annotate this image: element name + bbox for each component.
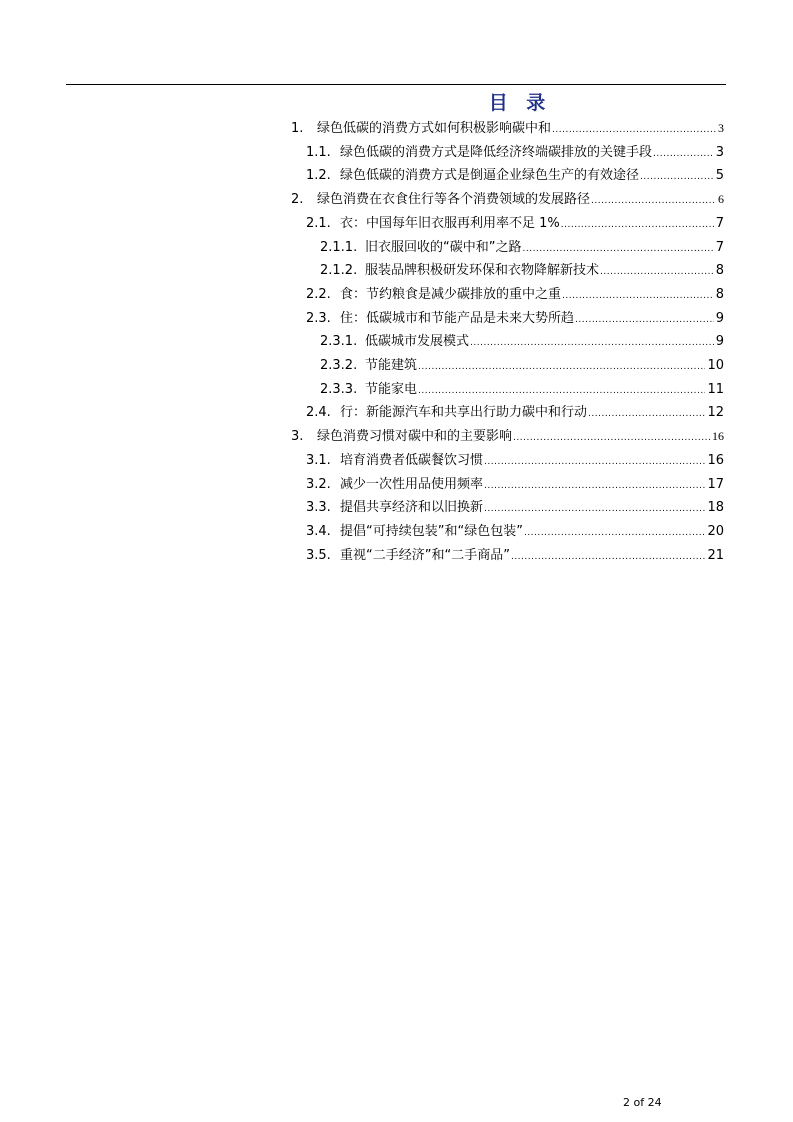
toc-entry-title: 低碳城市发展模式 xyxy=(365,334,470,350)
toc-entry[interactable] xyxy=(291,117,724,140)
toc-leader-dots xyxy=(552,119,716,142)
toc-entry-number: 1.1. xyxy=(306,144,331,160)
toc-entry-title: 旧衣服回收的“碳中和”之路 xyxy=(365,239,522,255)
page-indicator: 2 of 24 xyxy=(623,1096,662,1109)
toc-entry[interactable] xyxy=(306,520,724,543)
toc-entry-title: 重视“二手经济”和“二手商品” xyxy=(340,547,510,563)
toc-entry-title: 绿色低碳的消费方式如何积极影响碳中和 xyxy=(317,121,552,136)
toc-entry[interactable] xyxy=(306,401,724,424)
toc-entry-page: 8 xyxy=(715,286,724,302)
toc-entry-page: 20 xyxy=(707,523,724,539)
toc-entry-title: 行：新能源汽车和共享出行助力碳中和行动 xyxy=(340,405,588,421)
header-rule xyxy=(66,84,726,85)
toc-entry-page: 10 xyxy=(707,358,724,373)
toc-leader-dots xyxy=(484,498,705,521)
toc-entry-number: 2.2. xyxy=(306,286,331,302)
toc-entry-number: 2.3.1. xyxy=(320,334,358,350)
toc-leader-dots xyxy=(522,238,713,261)
toc-entry[interactable] xyxy=(306,212,724,235)
toc-entry[interactable] xyxy=(306,141,724,164)
toc-entry-title: 食：节约粮食是减少碳排放的重中之重 xyxy=(340,286,562,302)
toc-entry[interactable] xyxy=(306,449,724,472)
toc-leader-dots xyxy=(511,546,706,569)
toc-entry-title: 减少一次性用品使用频率 xyxy=(340,476,484,492)
toc-entry-page: 18 xyxy=(707,500,724,516)
toc-entry-title: 培育消费者低碳餐饮习惯 xyxy=(340,452,484,468)
toc-entry-number: 2.3.3. xyxy=(320,381,358,397)
toc-entry-number: 2.1.2. xyxy=(320,263,358,279)
toc-entry-number: 3.1. xyxy=(306,452,331,468)
toc-leader-dots xyxy=(653,143,714,166)
toc-entry[interactable] xyxy=(320,330,724,353)
toc-entry-number: 2.1.1. xyxy=(320,239,358,255)
toc-leader-dots xyxy=(524,522,706,545)
toc-entry[interactable] xyxy=(306,496,724,519)
toc-entry[interactable] xyxy=(306,307,724,330)
toc-entry-page: 11 xyxy=(707,381,724,397)
toc-entry-page: 16 xyxy=(712,429,724,444)
toc-entry-number: 2.3.2. xyxy=(320,358,358,373)
toc-entry-number: 2. xyxy=(291,192,304,208)
toc-entry-page: 9 xyxy=(715,334,724,350)
toc-leader-dots xyxy=(588,403,705,426)
toc-entry-page: 16 xyxy=(707,452,724,468)
toc-leader-dots xyxy=(600,261,714,284)
toc-entry-number: 1.2. xyxy=(306,168,331,184)
toc-entry-title: 节能家电 xyxy=(365,381,418,397)
toc-entry-page: 8 xyxy=(715,263,724,279)
toc-entry-title: 节能建筑 xyxy=(365,358,418,373)
toc-entry-page: 17 xyxy=(707,476,724,492)
toc-entry-title: 住：低碳城市和节能产品是未来大势所趋 xyxy=(340,310,575,326)
toc-entry-number: 2.4. xyxy=(306,405,331,421)
toc-entry-number: 2.3. xyxy=(306,310,331,326)
toc-entry-page: 5 xyxy=(715,168,724,184)
toc-leader-dots xyxy=(591,190,716,213)
toc-entry[interactable] xyxy=(320,259,724,282)
toc-entry[interactable] xyxy=(291,425,724,448)
toc-entry-title: 衣：中国每年旧衣服再利用率不足 1% xyxy=(340,215,560,231)
toc-entry[interactable] xyxy=(320,354,724,377)
toc-entry-number: 2.1. xyxy=(306,215,331,231)
toc-entry[interactable] xyxy=(291,188,724,211)
toc-leader-dots xyxy=(484,451,705,474)
toc-leader-dots xyxy=(418,380,705,403)
toc-entry-page: 9 xyxy=(715,310,724,326)
toc-entry[interactable] xyxy=(306,544,724,567)
toc-entry-title: 提倡“可持续包装”和“绿色包装” xyxy=(340,523,523,539)
toc-entry-title: 服装品牌积极研发环保和衣物降解新技术 xyxy=(365,263,600,279)
toc-entry[interactable] xyxy=(320,378,724,401)
toc-title: 目 录 xyxy=(488,92,552,114)
toc-leader-dots xyxy=(575,309,714,332)
toc-entry-title: 绿色消费在衣食住行等各个消费领域的发展路径 xyxy=(317,192,591,208)
toc-entry[interactable] xyxy=(306,164,724,187)
toc-entry-number: 3.2. xyxy=(306,476,331,492)
toc-entry-number: 3.3. xyxy=(306,500,331,516)
toc-entry-number: 3. xyxy=(291,429,304,445)
toc-leader-dots xyxy=(513,427,710,450)
toc-entry-page: 7 xyxy=(715,215,724,231)
toc-leader-dots xyxy=(470,332,714,355)
toc-entry-title: 绿色低碳的消费方式是倒逼企业绿色生产的有效途径 xyxy=(340,168,640,184)
toc-leader-dots xyxy=(418,356,705,379)
toc-leader-dots xyxy=(562,285,714,308)
toc-entry-page: 3 xyxy=(718,121,724,135)
toc-entry-title: 绿色消费习惯对碳中和的主要影响 xyxy=(317,429,513,445)
toc-entry-page: 3 xyxy=(715,144,724,160)
toc-entry-number: 3.5. xyxy=(306,547,331,563)
toc-entry-page: 21 xyxy=(707,547,724,563)
toc-entry[interactable] xyxy=(320,236,724,259)
toc-entry[interactable] xyxy=(306,283,724,306)
toc-entry-title: 绿色低碳的消费方式是降低经济终端碳排放的关键手段 xyxy=(340,144,653,160)
toc-entry-page: 12 xyxy=(707,405,724,421)
toc-leader-dots xyxy=(640,166,714,189)
toc-entry-page: 6 xyxy=(718,192,724,207)
toc-entry-title: 提倡共享经济和以旧换新 xyxy=(340,500,484,516)
toc-entry[interactable] xyxy=(306,473,724,496)
toc-entry-number: 1. xyxy=(291,121,304,136)
toc-leader-dots xyxy=(561,214,714,237)
toc-leader-dots xyxy=(484,475,705,498)
toc-entry-page: 7 xyxy=(715,239,724,255)
toc-entry-number: 3.4. xyxy=(306,523,331,539)
